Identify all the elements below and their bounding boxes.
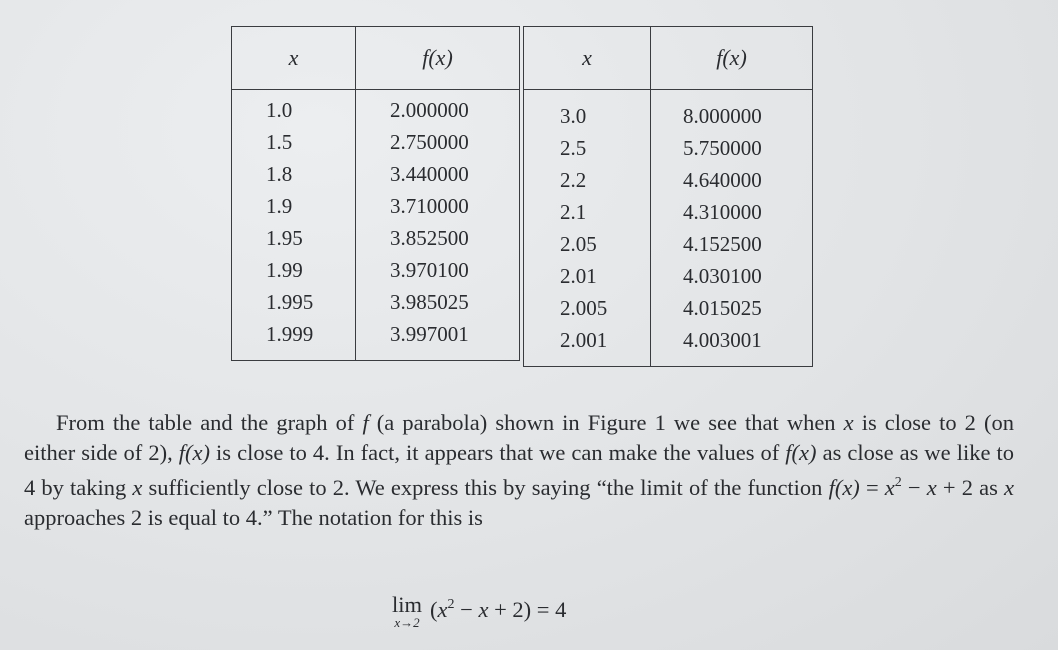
- text-run: approaches 2 is equal to 4.” The notation for this is: [24, 505, 483, 530]
- table-row: [524, 164, 813, 196]
- text-run: + 2 as: [936, 475, 1004, 500]
- cell-fx: 4.310000: [651, 196, 813, 228]
- table-row: [232, 190, 520, 222]
- limit-formula: [392, 590, 566, 630]
- cell-x: 1.9: [232, 190, 356, 222]
- text-run: + 2) = 4: [488, 597, 567, 622]
- paren: (: [430, 597, 438, 622]
- cell-fx: 3.970100: [356, 254, 520, 286]
- cell-x: 2.5: [524, 132, 651, 164]
- table-row: [232, 318, 520, 361]
- cell-x: 2.001: [524, 324, 651, 367]
- math-var: f(x): [178, 440, 210, 465]
- cell-fx: 5.750000: [651, 132, 813, 164]
- header-x: x: [524, 27, 651, 90]
- text-run: −: [901, 475, 927, 500]
- table-row: [232, 286, 520, 318]
- math-var: f(x): [785, 440, 817, 465]
- superscript: 2: [447, 597, 455, 612]
- cell-fx: 4.152500: [651, 228, 813, 260]
- text-run: (a parabola) shown in Figure 1 we see that when: [368, 410, 844, 435]
- header-fx: f(x): [356, 27, 520, 90]
- text-run: −: [454, 597, 479, 622]
- cell-fx: 3.710000: [356, 190, 520, 222]
- left-value-table: [231, 26, 520, 361]
- lim-word: lim: [392, 592, 423, 617]
- math-var: x: [884, 475, 895, 500]
- cell-x: 1.0: [232, 90, 356, 127]
- table-row: [232, 90, 520, 127]
- value-tables: [231, 26, 813, 367]
- cell-fx: 3.997001: [356, 318, 520, 361]
- table-row: [232, 126, 520, 158]
- math-var: f(x): [828, 475, 860, 500]
- cell-x: 3.0: [524, 90, 651, 133]
- cell-x: 1.999: [232, 318, 356, 361]
- cell-x: 1.995: [232, 286, 356, 318]
- cell-x: 1.99: [232, 254, 356, 286]
- cell-fx: 4.003001: [651, 324, 813, 367]
- cell-fx: 2.750000: [356, 126, 520, 158]
- math-var: x: [926, 475, 937, 500]
- body-paragraph: [24, 408, 1014, 533]
- cell-x: 2.1: [524, 196, 651, 228]
- superscript: 2: [894, 475, 902, 490]
- cell-fx: 4.015025: [651, 292, 813, 324]
- table-row: [232, 254, 520, 286]
- math-var: f: [362, 410, 369, 435]
- lim-subscript: x→2: [394, 615, 420, 630]
- table-header-row: [524, 27, 813, 90]
- math-var: x: [437, 597, 448, 622]
- cell-x: 2.005: [524, 292, 651, 324]
- cell-x: 1.95: [232, 222, 356, 254]
- cell-fx: 3.440000: [356, 158, 520, 190]
- math-var: x: [132, 475, 143, 500]
- right-value-table: [523, 26, 813, 367]
- cell-x: 2.01: [524, 260, 651, 292]
- table-row: [524, 292, 813, 324]
- cell-fx: 4.640000: [651, 164, 813, 196]
- cell-fx: 2.000000: [356, 90, 520, 127]
- table-row: [524, 260, 813, 292]
- math-var: x: [1003, 475, 1014, 500]
- text-run: =: [859, 475, 885, 500]
- cell-fx: 3.985025: [356, 286, 520, 318]
- math-var: x: [843, 410, 854, 435]
- cell-fx: 4.030100: [651, 260, 813, 292]
- cell-fx: 8.000000: [651, 90, 813, 133]
- cell-fx: 3.852500: [356, 222, 520, 254]
- limit-operator: [392, 590, 422, 630]
- table-row: [232, 222, 520, 254]
- table-row: [232, 158, 520, 190]
- cell-x: 1.5: [232, 126, 356, 158]
- limit-expression: [430, 590, 566, 625]
- text-run: sufficiently close to 2. We express this by saying “the limit of the function: [142, 475, 829, 500]
- cell-x: 2.05: [524, 228, 651, 260]
- text-run: is close to 4. In fact, it appears that we can make the values of: [210, 440, 786, 465]
- table-row: [524, 324, 813, 367]
- cell-x: 2.2: [524, 164, 651, 196]
- math-var: x: [478, 597, 489, 622]
- table-row: [524, 196, 813, 228]
- table-header-row: [232, 27, 520, 90]
- text-run: as close as we like to 4 by taking: [24, 440, 1015, 500]
- header-x: x: [232, 27, 356, 90]
- table-row: [524, 90, 813, 133]
- table-row: [524, 228, 813, 260]
- header-fx: f(x): [651, 27, 813, 90]
- text-run: From the table and the graph of: [56, 410, 363, 435]
- cell-x: 1.8: [232, 158, 356, 190]
- text-run: is close to 2 (on either side of 2),: [24, 410, 1014, 465]
- table-row: [524, 132, 813, 164]
